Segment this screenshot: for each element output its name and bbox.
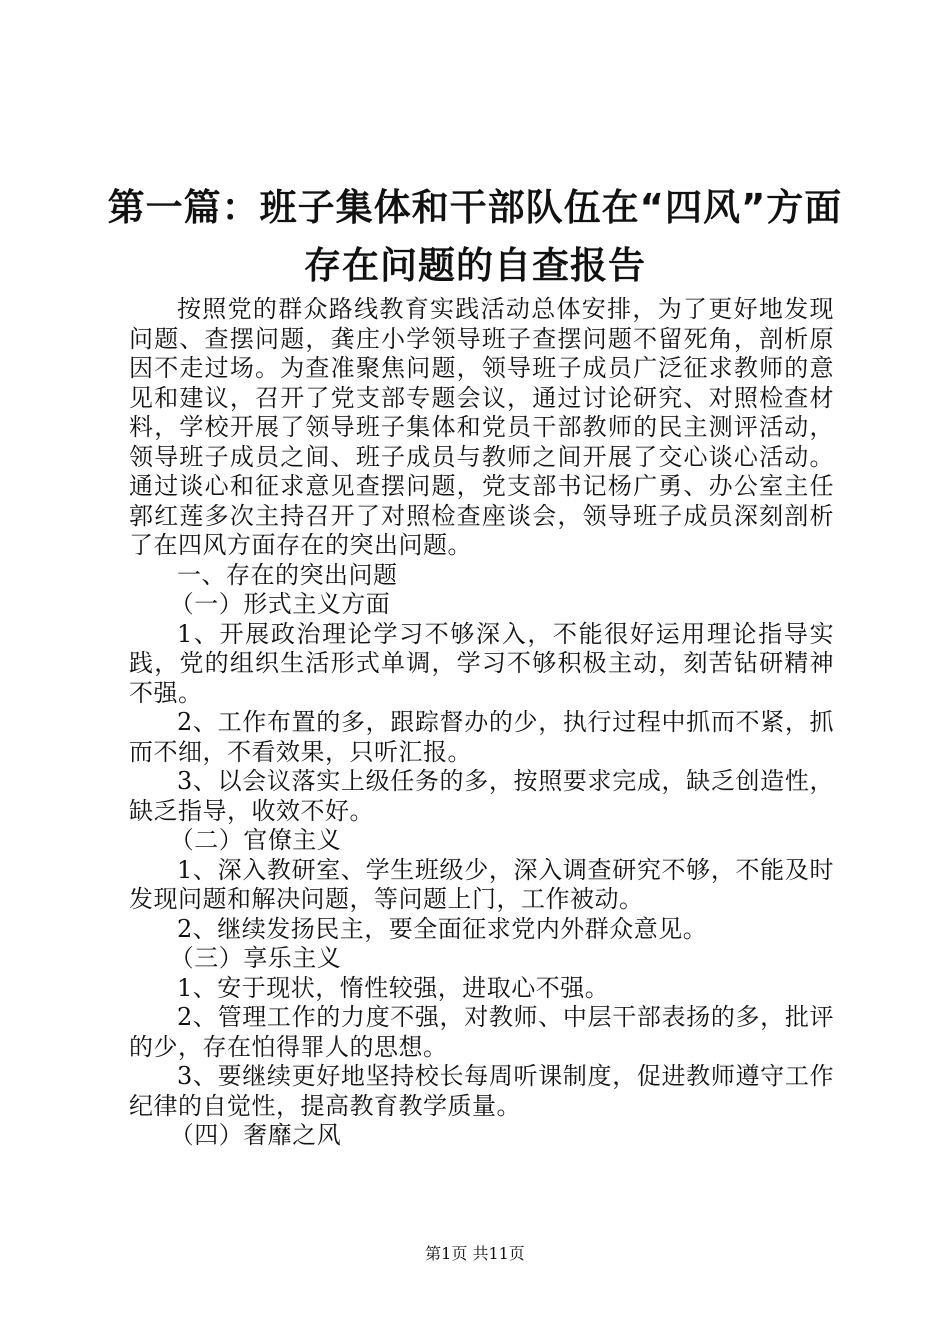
list-item: 2、继续发扬民主，要全面征求党内外群众意见。	[177, 914, 708, 943]
document-title-line-2: 存在问题的自查报告	[304, 244, 646, 287]
section-heading: 一、存在的突出问题	[177, 560, 398, 589]
list-item: 2、管理工作的力度不强，对教师、中层干部表扬的多，批评的少，存在怕得罪人的思想。	[129, 1003, 834, 1061]
subsection-heading: （二）官僚主义	[169, 826, 342, 854]
subsection-heading: （三）享乐主义	[169, 944, 342, 972]
list-item: 2、工作布置的多，跟踪督办的少，执行过程中抓而不紧，抓而不细，不看效果，只听汇报。	[129, 708, 834, 766]
list-item: 1、深入教研室、学生班级少，深入调查研究不够，不能及时发现问题和解决问题，等问题上门，工作被动。	[129, 855, 834, 913]
subsection-heading: （四）奢靡之风	[169, 1121, 342, 1149]
document-title-line-1: 第一篇：班子集体和干部队伍在“四风”方面	[107, 186, 843, 229]
page-footer: 第1页 共11页	[425, 1244, 525, 1263]
list-item: 3、以会议落实上级任务的多，按照要求完成，缺乏创造性，缺乏指导，收效不好。	[129, 767, 834, 825]
document-body	[129, 295, 834, 1151]
subsection-heading: （一）形式主义方面	[169, 590, 391, 618]
paragraph-intro: 按照党的群众路线教育实践活动总体安排，为了更好地发现问题、查摆问题，龚庄小学领导班子查摆问题不留死角，剖析原因不走过场。为查准聚焦问题，领导班子成员广泛征求教师的意见和建议，召开了党支部专题会议，通过讨论研究、对照检查材料，学校开展了领导班子集体和党员干部教师的民主测评活动，领导班子成员之间、班子成员与教师之间开展了交心谈心活动。通过谈心和征求意见查摆问题，党支部书记杨广勇、办公室主任郭红莲多次主持召开了对照检查座谈会，领导班子成员深刻剖析了在四风方面存在的突出问题。	[129, 295, 834, 559]
list-item: 1、安于现状，惰性较强，进取心不强。	[177, 973, 610, 1002]
list-item: 1、开展政治理论学习不够深入，不能很好运用理论指导实践，党的组织生活形式单调，学习不够积极主动，刻苦钻研精神不强。	[129, 619, 834, 707]
list-item: 3、要继续更好地坚持校长每周听课制度，促进教师遵守工作纪律的自觉性，提高教育教学质量。	[129, 1062, 834, 1120]
